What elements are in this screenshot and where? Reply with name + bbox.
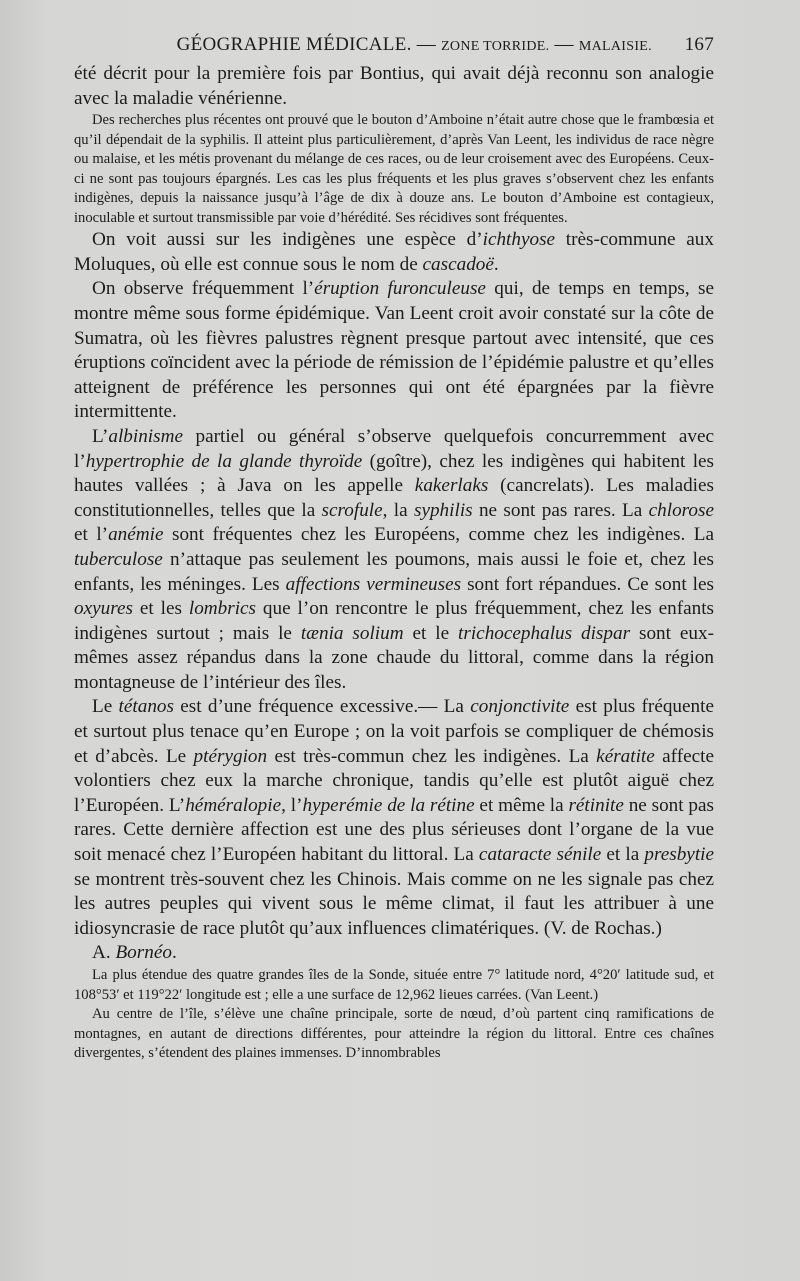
italic-term: héméralopie — [185, 794, 282, 816]
text-run: et même la — [474, 794, 569, 816]
text-run: sont fort répandues. Ce sont les — [461, 573, 714, 595]
text-run: (goître), chez les indigènes qui habitent les hautes vallées ; à Java on les appelle — [74, 450, 715, 497]
text-run: et l’ — [74, 524, 109, 546]
paragraph-albinisme — [74, 425, 714, 696]
paragraph-borneo-relief: Au centre de l’île, s’élève une chaîne principale, sorte de nœud, d’où partent cinq ramifications de montagnes, en autant de directions différentes, pour atteindre la région du littoral. Entre ces chaînes divergentes, s’étendent des plaines immenses. D’innombrables — [74, 1006, 714, 1061]
header-title-main: GÉOGRAPHIE MÉDICALE. — [176, 34, 412, 55]
text-run: On voit aussi sur les indigènes une espèce d’ — [92, 229, 483, 251]
text-run: très-commune aux Moluques, où elle est connue sous le nom de — [74, 229, 714, 275]
text-run: , l’ — [281, 794, 303, 816]
paragraph-continuation: été décrit pour la première fois par Bontius, qui avait déjà reconnu son analogie avec la maladie vénérienne. — [74, 63, 714, 109]
italic-term: oxyures — [74, 598, 133, 620]
italic-term: tuberculose — [74, 548, 163, 570]
header-separator: — — [549, 34, 579, 55]
italic-term: kakerlaks — [414, 475, 489, 497]
text-run: ne sont pas rares. La — [472, 499, 649, 521]
section-heading-borneo — [74, 941, 714, 966]
text-run: L’ — [92, 425, 109, 447]
italic-term: conjonctivite — [470, 696, 570, 718]
italic-term: presbytie — [644, 844, 714, 866]
italic-term: syphilis — [413, 499, 473, 521]
italic-term: affections vermineuses — [285, 573, 462, 595]
text-run: affecte volontiers chez eux la marche chronique, tandis qu’elle est plutôt aiguë chez l’Européen. L’ — [74, 745, 714, 816]
text-run: sont fréquentes chez les Européens, comme chez les indigènes. La — [163, 524, 714, 546]
header-region: MALAISIE. — [578, 39, 652, 54]
paragraph-borneo-location: La plus étendue des quatre grandes îles de la Sonde, située entre 7° latitude nord, 4°20′ latitude sud, et 108°53′ et 119°22′ longitude est ; elle a une surface de 12,962 lieues carrées. (Van Leent.) — [74, 967, 714, 1003]
italic-term: hypertrophie de la glande thyroïde — [85, 450, 363, 472]
text-run: et le — [403, 622, 459, 644]
page-number: 167 — [684, 34, 714, 55]
italic-term: ptérygion — [193, 745, 268, 767]
text-run: sont eux-mêmes assez répandus dans la zone chaude du littoral, comme dans la région montagneuse de l’intérieur des îles. — [74, 622, 714, 693]
italic-term: albinisme — [108, 425, 183, 447]
italic-term: tétanos — [118, 696, 174, 718]
text-run: est plus fréquente et surtout plus tenace qu’en Europe ; on la voit parfois se compliquer de chémosis et d’abcès. Le — [74, 696, 714, 767]
header-separator: — — [411, 34, 442, 55]
section-name: Bornéo — [115, 942, 172, 964]
italic-term: trichocephalus dispar — [458, 622, 631, 644]
italic-term: hyperémie de la rétine — [302, 794, 475, 816]
text-run: partiel ou général s’observe quelquefois concurremment avec l’ — [74, 425, 714, 472]
text-run: Le — [92, 696, 119, 718]
text-run: qui, de temps en temps, se montre même sous forme épidémique. Van Leent croit avoir constaté sur la côte de Sumatra, où les fièvres palustres règnent presque partout avec intensité, que ces éruptions coïncident avec la période de rémission de l’épidémie palustre et qu’elles atteignent de préférence les personnes qui ont été épargnées par la fièvre intermittente. — [74, 278, 715, 423]
header-zone: ZONE TORRIDE. — [441, 39, 550, 54]
paragraph-eruption — [74, 277, 714, 425]
text-run: , la — [382, 499, 414, 521]
text-run: On observe fréquemment l’ — [92, 278, 315, 300]
text-run: est d’une fréquence excessive.— La — [173, 696, 471, 718]
italic-term: ichthyose — [482, 229, 556, 251]
italic-term: cascadoë — [422, 253, 494, 275]
paragraph-ichthyose — [74, 228, 714, 277]
italic-term: éruption furonculeuse — [314, 278, 486, 300]
text-run: est très-commun chez les indigènes. La — [267, 745, 597, 767]
text-run: et la — [601, 844, 645, 866]
italic-term: chlorose — [648, 499, 714, 521]
text-run: n’attaque pas seulement les poumons, mais aussi le foie et, chez les enfants, les méninges. Les — [74, 548, 714, 595]
section-letter: A. — [92, 942, 116, 964]
running-header — [74, 34, 714, 56]
text-run: et les — [132, 598, 189, 620]
italic-term: scrofule — [321, 499, 383, 521]
text-run: que l’on rencontre le plus fréquemment, chez les enfants indigènes surtout ; mais le — [74, 598, 714, 644]
text-run: ne sont pas rares. Cette dernière affection est une des plus sérieuses dont l’organe de la vue soit menacé chez l’Européen habitant du littoral. La — [74, 794, 714, 866]
italic-term: anémie — [108, 524, 164, 546]
italic-term: tænia solium — [300, 622, 404, 644]
italic-term: rétinite — [568, 794, 624, 816]
text-run: (cancrelats). Les maladies constitutionnelles, telles que la — [74, 475, 714, 521]
italic-term: lombrics — [188, 598, 257, 620]
text-run: . — [493, 253, 499, 275]
paragraph-small-note: Des recherches plus récentes ont prouvé que le bouton d’Amboine n’était autre chose que le frambœsia et qu’il dépendait de la syphilis. Il atteint plus particulièrement, d’après Van Leent, les individus de race nègre ou malaise, et les métis provenant du mélange de ces races, ou de leur croisement avec des Européens. Ceux-ci ne sont pas toujours épargnés. Les cas les plus fréquents et les plus graves s’observent chez les enfants indigènes, depuis la naissance jusqu’à l’âge de dix à douze ans. Le bouton d’Amboine est contagieux, inoculable et surtout transmissible par voie d’hérédité. Ses récidives sont fréquentes. — [74, 112, 714, 226]
running-title — [74, 34, 685, 56]
italic-term: cataracte sénile — [478, 844, 602, 866]
text-run: se montrent très-souvent chez les Chinois. Mais comme on ne les signale pas chez les autres peuples qui vivent sous le même climat, il faut les attribuer à une idiosyncrasie de race plutôt qu’aux influences climatériques. (V. de Rochas.) — [74, 868, 714, 939]
paragraph-tetanos — [74, 695, 714, 941]
italic-term: kératite — [596, 745, 655, 767]
text-run: . — [171, 942, 177, 964]
